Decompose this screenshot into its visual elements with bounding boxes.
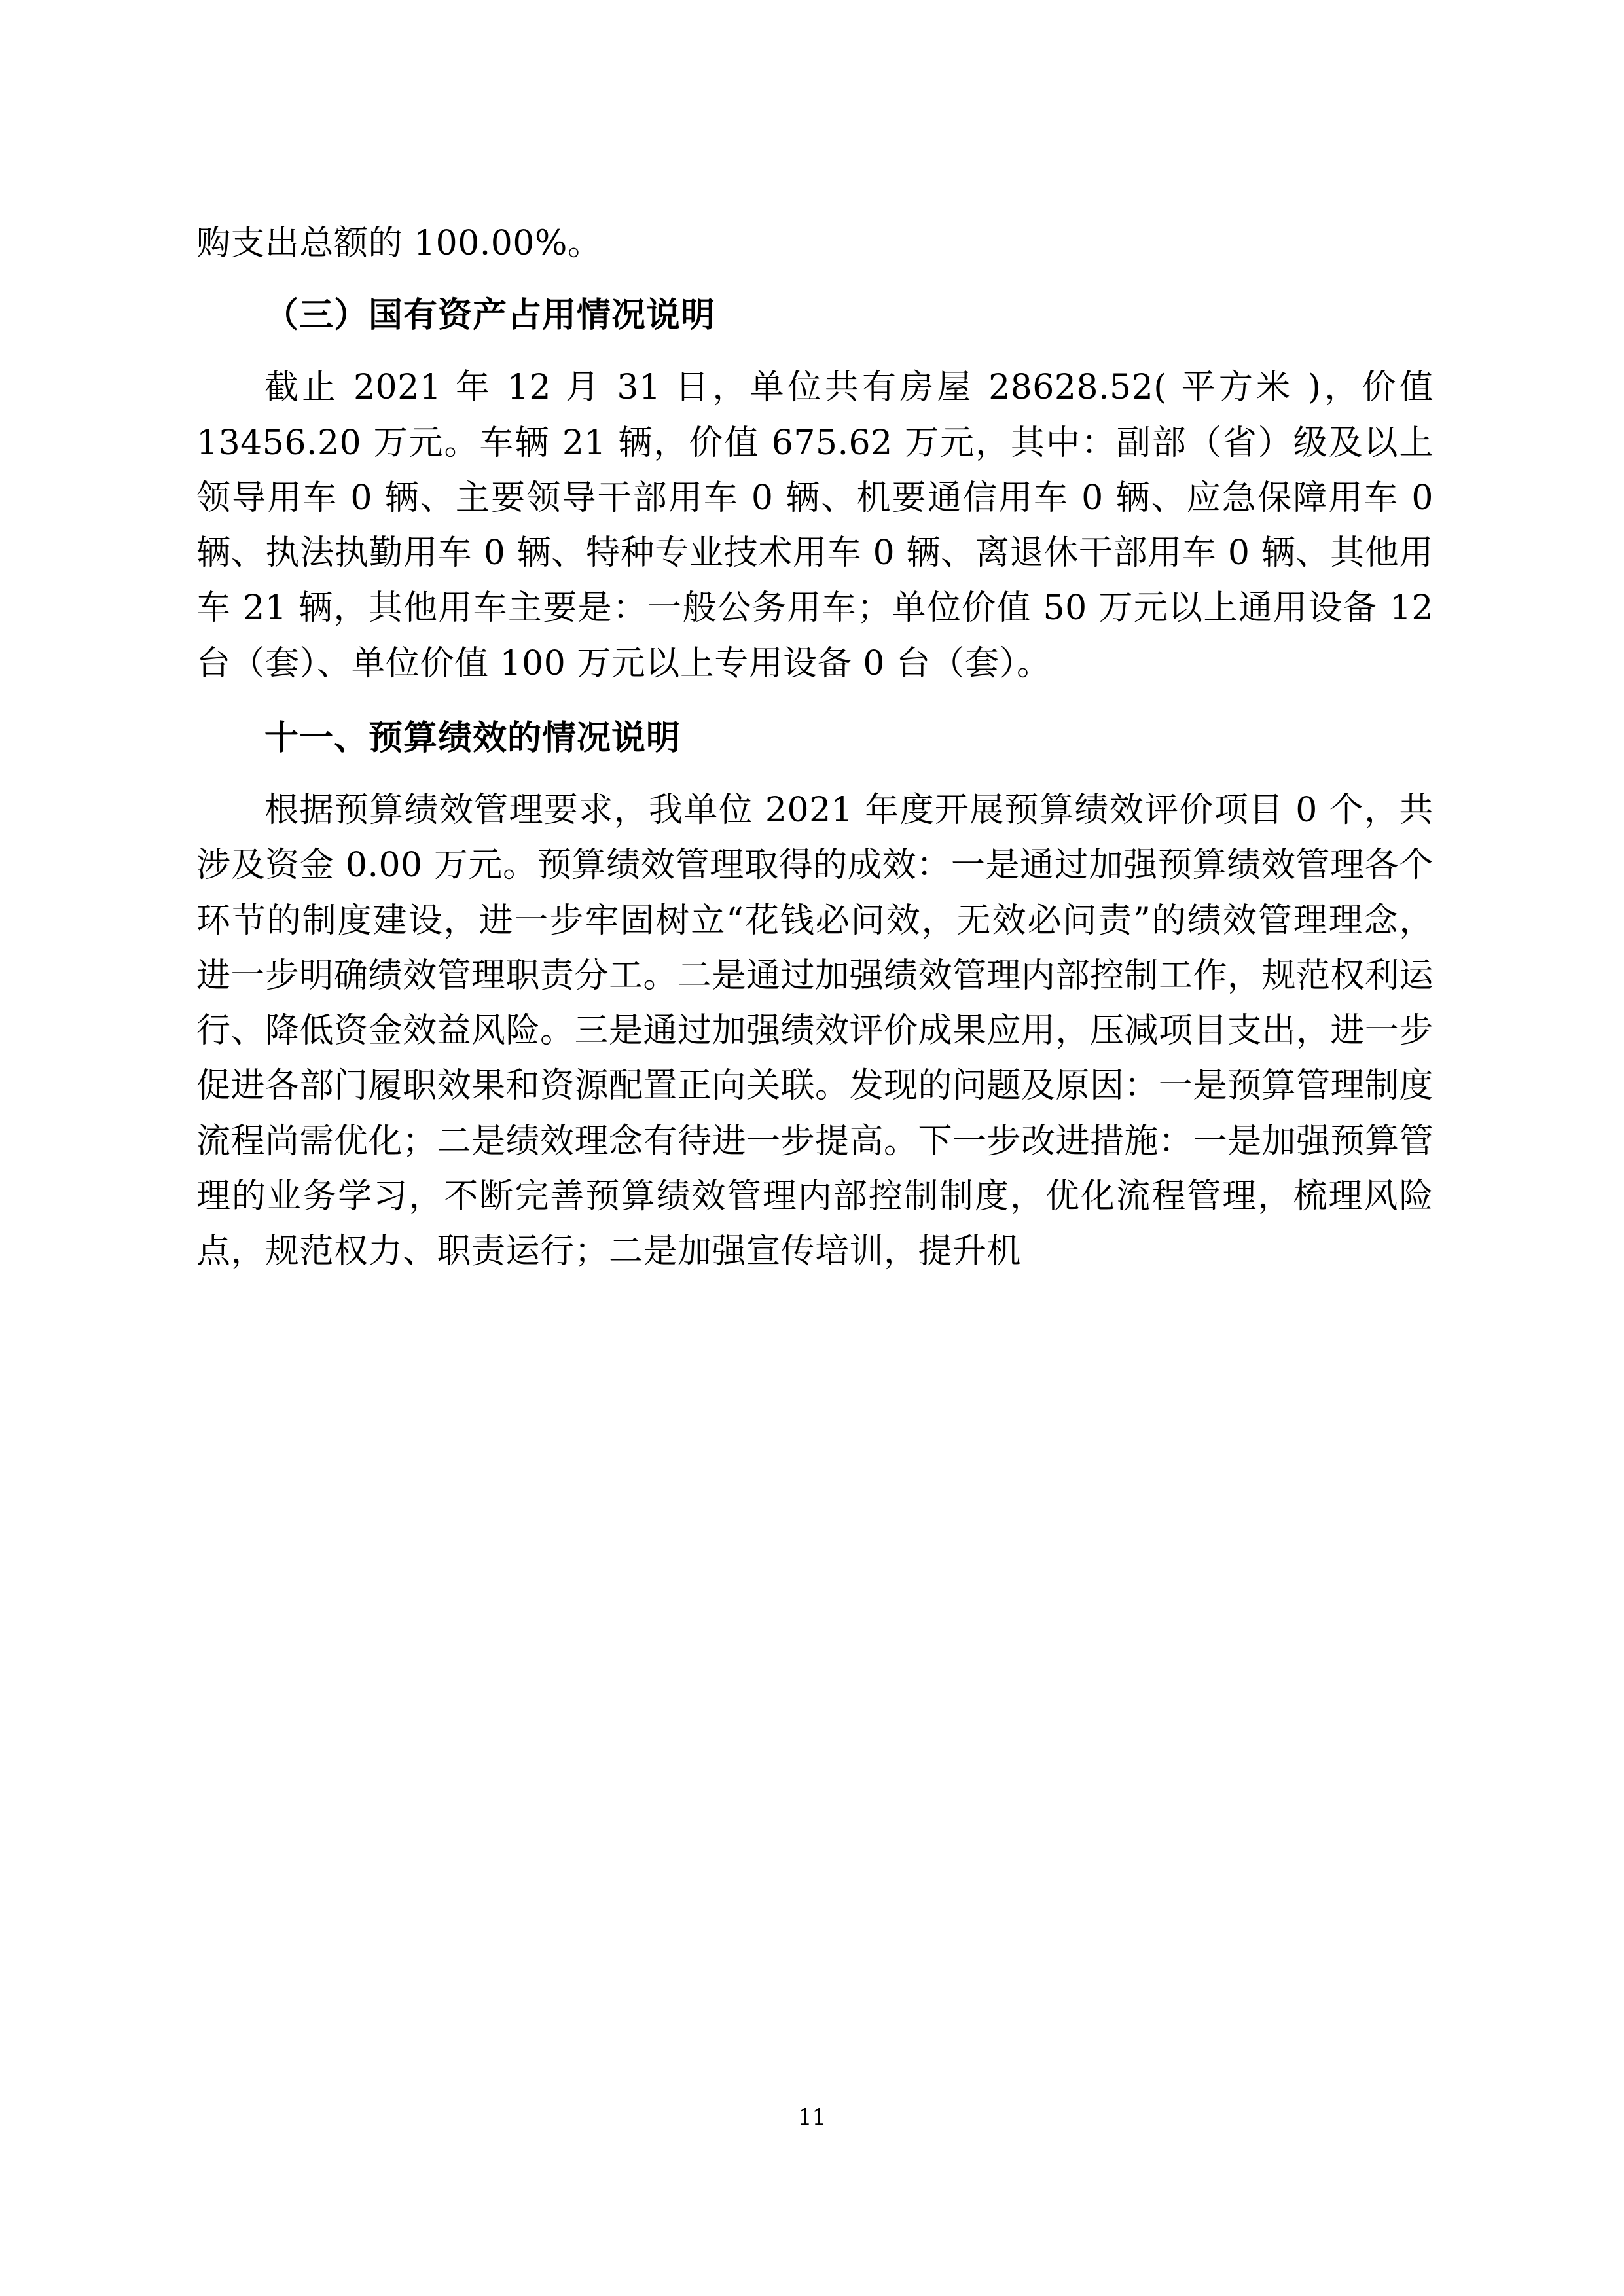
paragraph-continued: 购支出总额的 100.00%。 — [196, 224, 602, 263]
paragraph-state-assets: 截止 2021 年 12 月 31 日，单位共有房屋 28628.52( 平方米 )，价值 13456.20 万元。车辆 21 辆，价值 675.62 万元，其中：副部（省）级及以上领导用车 0 辆、主要领导干部用车 0 辆、机要通信用车 0 辆、应急保障用车 0 辆、执法执勤用车 0 辆、特种专业技术用车 0 辆、离退休干部用车 0 辆、其他用车 21 辆，其他用车主要是：一般公务用车；单位价值 50 万元以上通用设备 12 台（套）、单位价值 100 万元以上专用设备 0 台（套）。 — [196, 368, 1434, 683]
spacer — [196, 691, 1434, 711]
page-content — [196, 216, 1434, 1279]
section-heading-budget-performance: 十一、预算绩效的情况说明 — [264, 718, 681, 758]
spacer — [196, 343, 1434, 360]
paragraph-budget-performance: 根据预算绩效管理要求，我单位 2021 年度开展预算绩效评价项目 0 个，共涉及资金 0.00 万元。预算绩效管理取得的成效：一是通过加强预算绩效管理各个环节的制度建设，进一步牢固树立“花钱必问效，无效必问责”的绩效管理理念，进一步明确绩效管理职责分工。二是通过加强绩效管理内部控制工作，规范权利运行、降低资金效益风险。三是通过加强绩效评价成果应用，压减项目支出，进一步促进各部门履职效果和资源配置正向关联。发现的问题及原因：一是预算管理制度流程尚需优化；二是绩效理念有待进一步提高。下一步改进措施：一是加强预算管理的业务学习，不断完善预算绩效管理内部控制制度，优化流程管理，梳理风险点，规范权力、职责运行；二是加强宣传培训，提升机 — [196, 791, 1434, 1271]
section-heading-state-assets: （三）国有资产占用情况说明 — [264, 296, 716, 336]
page-number: 11 — [797, 2104, 827, 2130]
spacer — [196, 271, 1434, 288]
spacer — [196, 766, 1434, 783]
